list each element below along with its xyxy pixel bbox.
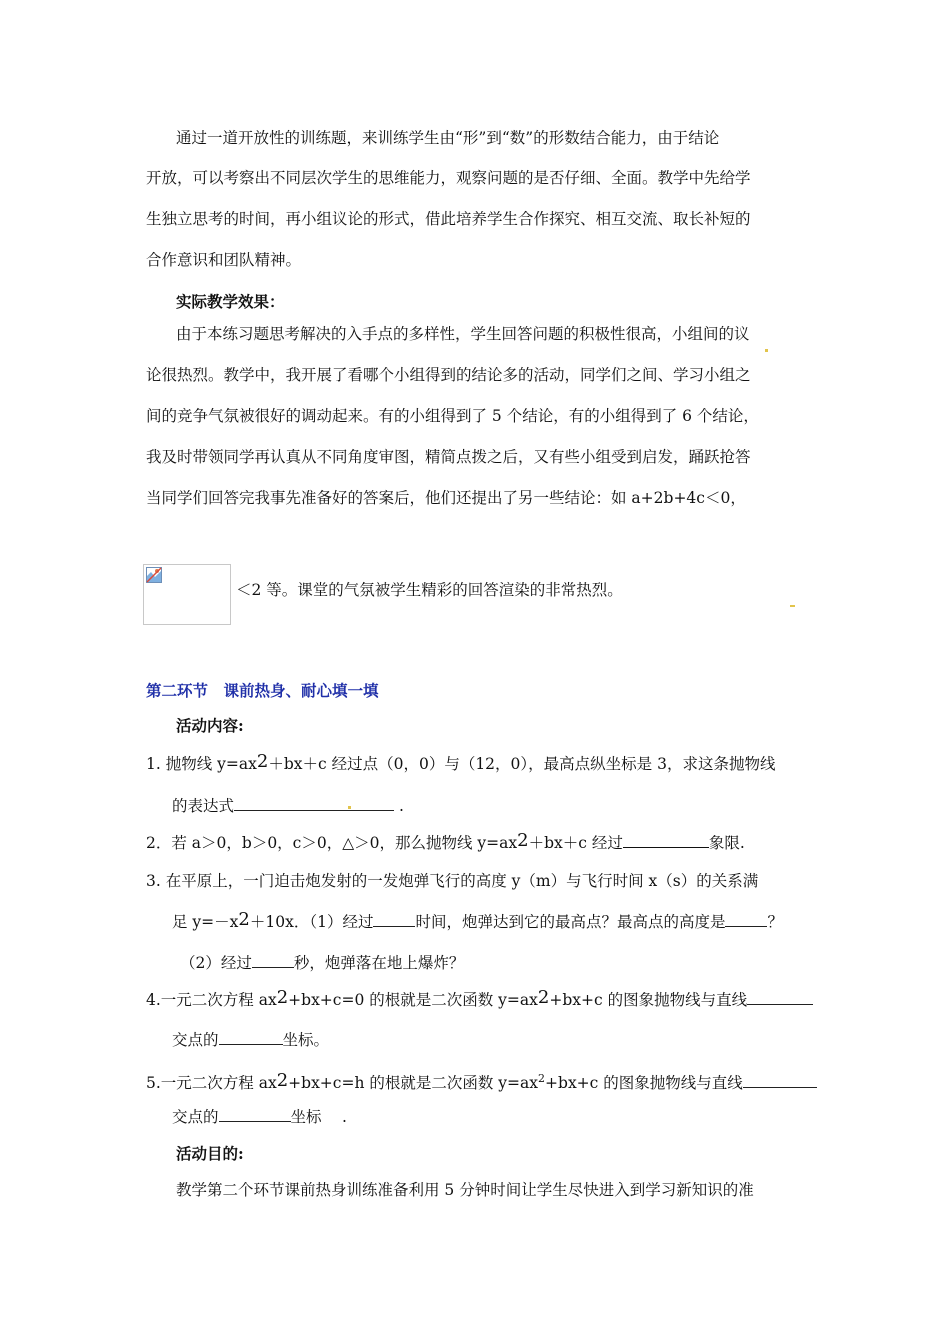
q5-text-pre: 5.一元二次方程 ax — [146, 1074, 277, 1093]
intro-line-4: 合作意识和团队精神。 — [146, 251, 302, 269]
q1-text-pre: 1. 抛物线 y=ax — [146, 755, 257, 773]
q4-blank-coordinate[interactable] — [219, 1030, 283, 1045]
question-5-line-1 — [146, 1069, 817, 1093]
q1-answer-label: 的表达式 — [172, 797, 235, 815]
q5-blank-coordinate[interactable] — [219, 1107, 291, 1122]
q3-text-end: ？ — [767, 913, 783, 931]
q5-part2-end: 坐标 . — [290, 1108, 347, 1126]
stray-mark — [790, 605, 795, 607]
q1-text-post: ＋bx＋c 经过点（0，0）与（12，0），最高点纵坐标是 3，求这条抛物线 — [268, 755, 776, 773]
question-1-line-2 — [172, 796, 404, 816]
purpose-line-1: 教学第二个环节课前热身训练准备利用 5 分钟时间让学生尽快进入到学习新知识的准 — [176, 1181, 754, 1199]
q2-exponent: 2 — [517, 830, 529, 851]
q5-text-end: +bx+c 的图象抛物线与直线 — [545, 1074, 743, 1093]
q4-exponent-2: 2 — [537, 987, 550, 1008]
q5-exponent-2: 2 — [538, 1072, 546, 1085]
q2-text-end: 象限. — [708, 834, 745, 852]
question-3-line-3 — [180, 953, 464, 973]
effect-line-3: 间的竞争气氛被很好的调动起来。有的小组得到了 5 个结论，有的小组得到了 6 个结论， — [146, 407, 759, 425]
section-title: 第二环节 课前热身、耐心填一填 — [146, 681, 379, 700]
purpose-heading: 活动目的: — [176, 1144, 244, 1163]
intro-line-2: 开放，可以考察出不同层次学生的思维能力，观察问题的是否仔细、全面。教学中先给学 — [146, 169, 751, 187]
q2-text-mid: ＋bx＋c 经过 — [528, 834, 623, 852]
q4-exponent: 2 — [276, 987, 289, 1008]
effect-line-2: 论很热烈。教学中，我开展了看哪个小组得到的结论多的活动，同学们之间、学习小组之 — [146, 366, 751, 384]
q5-text-mid: +bx+c=h 的根就是二次函数 y=ax — [288, 1074, 539, 1093]
q2-answer-blank[interactable] — [623, 833, 709, 848]
question-3-line-1: 3. 在平原上，一门迫击炮发射的一发炮弹飞行的高度 y（m）与飞行时间 x（s）的关系满 — [146, 872, 759, 890]
q3-blank-height[interactable] — [725, 912, 767, 927]
q1-exponent: 2 — [256, 751, 269, 772]
q5-exponent: 2 — [276, 1070, 289, 1092]
q3-text-mid2: 时间，炮弹达到它的最高点？最高点的高度是 — [415, 913, 726, 931]
effect-line-1: 由于本练习题思考解决的入手点的多样性，学生回答问题的积极性很高，小组间的议 — [176, 325, 750, 343]
q2-text-pre: 2．若 a＞0，b＞0，c＞0，△＞0，那么抛物线 y=ax — [146, 834, 518, 852]
q4-part2-end: 坐标。 — [282, 1031, 330, 1049]
intro-line-3: 生独立思考的时间，再小组议论的形式，借此培养学生合作探究、相互交流、取长补短的 — [146, 210, 751, 228]
q1-answer-blank[interactable] — [234, 796, 394, 811]
broken-image-icon — [146, 567, 162, 583]
effect-line-5: 当同学们回答完我事先准备好的答案后，他们还提出了另一些结论：如 a+2b+4c＜0， — [146, 489, 746, 507]
question-1-line-1 — [146, 751, 776, 774]
question-4-line-1 — [146, 987, 813, 1010]
q3-blank-time[interactable] — [373, 912, 415, 927]
q4-text-end: +bx+c 的图象抛物线与直线 — [549, 991, 748, 1009]
q1-answer-end: . — [394, 797, 404, 815]
q3-part2-end: 秒，炮弹落在地上爆炸？ — [293, 954, 465, 972]
content-heading: 活动内容: — [176, 716, 244, 735]
question-5-line-2 — [172, 1107, 347, 1127]
effect-heading: 实际教学效果： — [176, 292, 285, 311]
intro-line-1: 通过一道开放性的训练题，来训练学生由“形”到“数”的形数结合能力，由于结论 — [176, 129, 720, 147]
question-2 — [146, 830, 745, 853]
q3-text-mid1: ＋10x．（1）经过 — [249, 913, 374, 931]
stray-mark — [348, 806, 351, 809]
q4-blank-line[interactable] — [747, 990, 813, 1005]
effect-line-4: 我及时带领同学再认真从不同角度审图，精简点拨之后，又有些小组受到启发，踊跃抢答 — [146, 448, 751, 466]
q4-text-mid: +bx+c=0 的根就是二次函数 y=ax — [288, 991, 538, 1009]
q4-part2-pre: 交点的 — [172, 1031, 219, 1049]
q5-part2-pre: 交点的 — [172, 1108, 219, 1126]
q3-blank-seconds[interactable] — [252, 953, 294, 968]
q3-exponent: 2 — [238, 909, 250, 930]
q4-text-pre: 4.一元二次方程 ax — [146, 991, 277, 1009]
q3-text-pre: 足 y=－x — [172, 913, 239, 931]
stray-mark — [765, 349, 768, 352]
effect-line-6: ＜2 等。课堂的气氛被学生精彩的回答渲染的非常热烈。 — [236, 581, 623, 599]
question-3-line-2 — [172, 909, 783, 932]
q5-blank-line[interactable] — [743, 1073, 817, 1088]
q3-part2-pre: （2）经过 — [180, 954, 252, 972]
broken-image-placeholder — [143, 564, 231, 625]
question-4-line-2 — [172, 1030, 329, 1050]
